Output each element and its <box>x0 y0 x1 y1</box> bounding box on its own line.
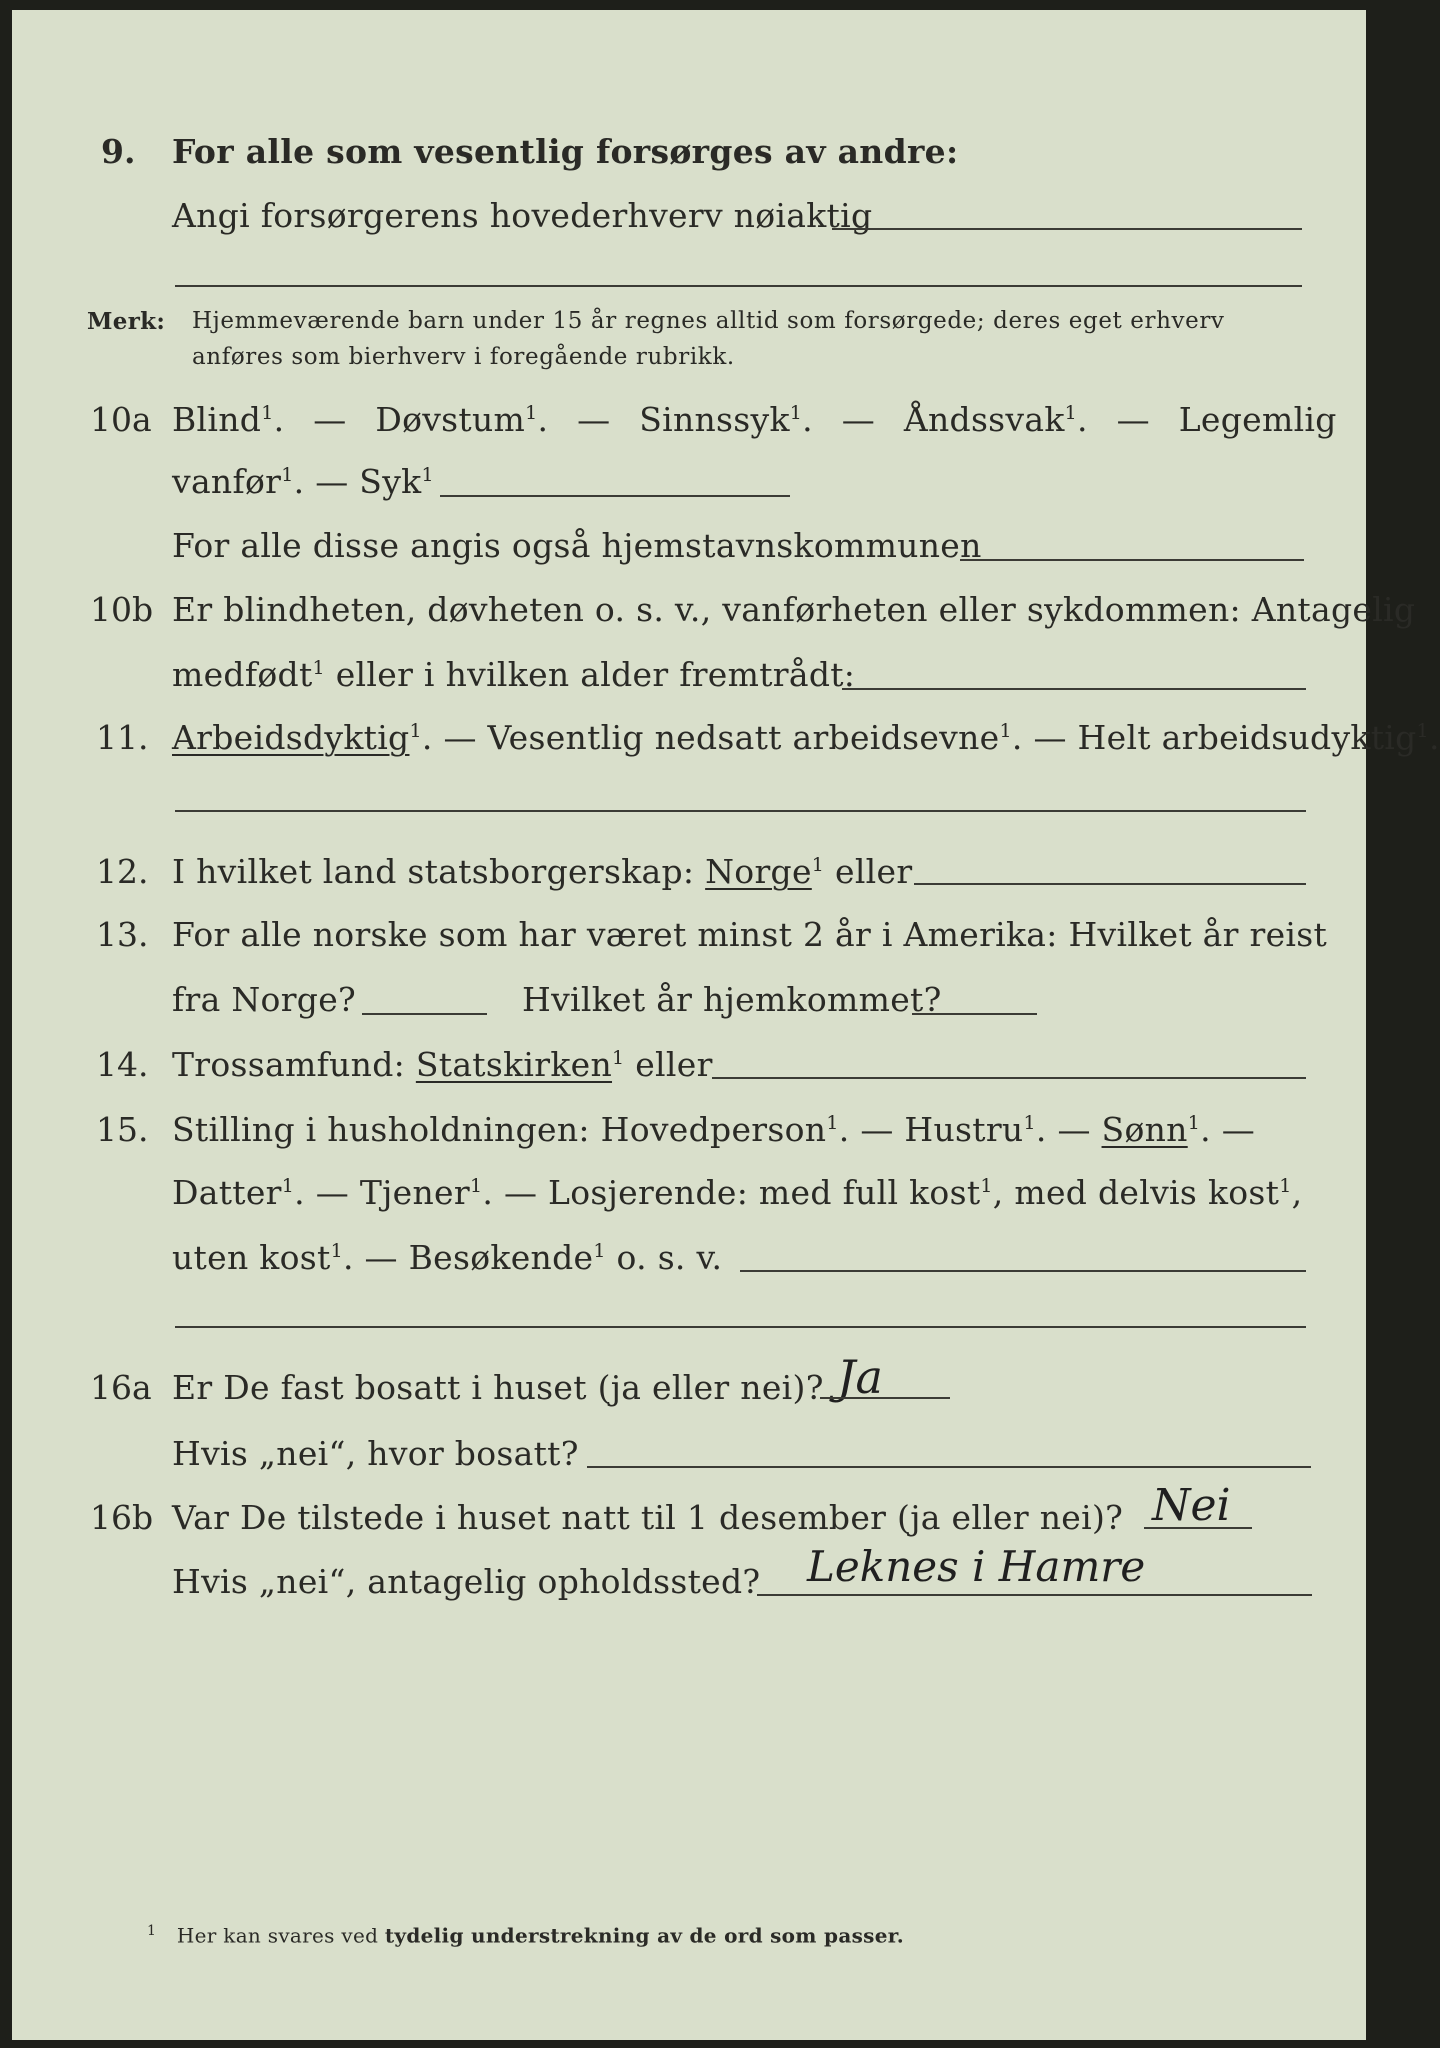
q13-number: 13. <box>96 915 149 954</box>
q10a-answer-line[interactable] <box>440 495 790 497</box>
q14-line: Trossamfund: Statskirken$^1$ eller <box>172 1045 713 1084</box>
option-delvis-kost[interactable]: med delvis kost <box>1014 1173 1280 1212</box>
q13-fra-norge: fra Norge? <box>172 980 357 1019</box>
q9-answer-line[interactable] <box>832 228 1302 230</box>
option-legemlig[interactable]: Legemlig <box>1178 400 1337 439</box>
option-besokende[interactable]: Besøkende <box>408 1238 594 1277</box>
q12-answer-line[interactable] <box>914 883 1306 885</box>
q12-number: 12. <box>96 852 149 891</box>
option-arbeidsdyktig[interactable]: Arbeidsdyktig <box>172 718 410 757</box>
q10b-line-2: medfødt$^1$ eller i hvilken alder fremtrådt: <box>172 655 856 694</box>
q16a-bosatt-line[interactable] <box>587 1466 1311 1468</box>
q9-line: Angi forsørgerens hovederhverv nøiaktig <box>172 196 873 235</box>
q10a-hjemstavn-line[interactable] <box>960 559 1304 561</box>
merk-line-2: anføres som bierhverv i foregående rubrikk. <box>192 344 735 370</box>
option-andssvak[interactable]: Åndssvak <box>903 400 1065 439</box>
option-full-kost[interactable]: Losjerende: med full kost <box>548 1173 981 1212</box>
q9-answer-line-2[interactable] <box>175 285 1302 287</box>
q10a-number: 10a <box>90 400 152 439</box>
q16b-answer-line[interactable] <box>1144 1527 1252 1529</box>
q16b-opholdssted-line[interactable] <box>757 1594 1312 1596</box>
q13-hjemkommet: Hvilket år hjemkommet? <box>522 980 942 1019</box>
q9-number: 9. <box>101 132 136 171</box>
option-nedsatt[interactable]: Vesentlig nedsatt arbeidsevne <box>487 718 1000 757</box>
option-blind[interactable]: Blind <box>172 400 262 439</box>
option-hustru[interactable]: Hustru <box>904 1110 1024 1149</box>
q10a-options-line: Blind$^1$. — Døvstum$^1$. — Sinnssyk$^1$. — Åndssvak$^1$. — Legemlig <box>172 400 1337 439</box>
q10b-answer-line[interactable] <box>842 688 1306 690</box>
q9-title: For alle som vesentlig forsørges av andre: <box>172 132 959 171</box>
option-vanfor[interactable]: vanfør <box>172 462 282 501</box>
q15-number: 15. <box>96 1110 149 1149</box>
option-tjener[interactable]: Tjener <box>359 1173 470 1212</box>
q16b-question: Var De tilstede i huset natt til 1 desember (ja eller nei)? <box>172 1498 1124 1537</box>
q10a-line-3: For alle disse angis også hjemstavnskommunen <box>172 526 982 565</box>
q11-number: 11. <box>96 718 149 757</box>
q13-line-1: For alle norske som har været minst 2 år i Amerika: Hvilket år reist <box>172 915 1328 954</box>
footnote-mark: 1 <box>147 1923 157 1939</box>
q16b-line-2: Hvis „nei“, antagelig opholdssted? <box>172 1562 761 1601</box>
option-norge[interactable]: Norge <box>705 852 812 891</box>
q16a-line-2: Hvis „nei“, hvor bosatt? <box>172 1434 579 1473</box>
option-udyktig[interactable]: Helt arbeidsudyktig <box>1077 718 1417 757</box>
q16b-answer: Nei <box>1152 1480 1231 1531</box>
q10a-line-2: vanfør$^1$. — Syk$^1$ <box>172 462 434 501</box>
option-sonn[interactable]: Sønn <box>1101 1110 1188 1149</box>
q10b-number: 10b <box>90 590 154 629</box>
option-uten-kost[interactable]: uten kost <box>172 1238 331 1277</box>
q13-fra-line[interactable] <box>362 1013 487 1015</box>
q10b-line-1: Er blindheten, døvheten o. s. v., vanførheten eller sykdommen: Antagelig <box>172 590 1416 629</box>
q16a-number: 16a <box>90 1368 152 1407</box>
q16b-opholdssted-answer: Leknes i Hamre <box>807 1542 1146 1591</box>
q15-line-1: Stilling i husholdningen: Hovedperson$^1$. — Hustru$^1$. — Sønn$^1$. — <box>172 1110 1255 1149</box>
q11-options: Arbeidsdyktig$^1$. — Vesentlig nedsatt arbeidsevne$^1$. — Helt arbeidsudyktig$^1$. <box>172 718 1440 757</box>
q12-line: I hvilket land statsborgerskap: Norge$^1$ eller <box>172 852 913 891</box>
option-syk[interactable]: Syk <box>359 462 422 501</box>
q16a-question: Er De fast bosatt i huset (ja eller nei)? <box>172 1368 824 1407</box>
q16a-answer-line[interactable] <box>820 1397 950 1399</box>
option-dovstum[interactable]: Døvstum <box>375 400 526 439</box>
q15-answer-line[interactable] <box>740 1270 1306 1272</box>
option-hovedperson[interactable]: Stilling i husholdningen: Hovedperson <box>172 1110 827 1149</box>
q15-answer-line-2[interactable] <box>175 1326 1306 1328</box>
q14-answer-line[interactable] <box>712 1077 1306 1079</box>
q13-hjem-line[interactable] <box>912 1013 1037 1015</box>
option-medfodt[interactable]: medfødt <box>172 655 313 694</box>
option-statskirken[interactable]: Statskirken <box>415 1045 613 1084</box>
q16a-answer: Ja <box>837 1350 883 1404</box>
q15-line-2: Datter$^1$. — Tjener$^1$. — Losjerende: med full kost$^1$, med delvis kost$^1$, <box>172 1173 1303 1212</box>
q11-answer-line[interactable] <box>175 810 1306 812</box>
q16b-number: 16b <box>90 1498 154 1537</box>
census-form-page <box>12 10 1440 2040</box>
option-datter[interactable]: Datter <box>172 1173 282 1212</box>
merk-label: Merk: <box>87 308 166 335</box>
merk-line-1: Hjemmeværende barn under 15 år regnes alltid som forsørgede; deres eget erhverv <box>192 308 1225 334</box>
q15-line-3: uten kost$^1$. — Besøkende$^1$ o. s. v. <box>172 1238 723 1277</box>
q14-number: 14. <box>96 1045 149 1084</box>
footnote: $^1$ Her kan svares ved tydelig understrekning av de ord som passer. <box>147 1923 904 1948</box>
option-sinnssyk[interactable]: Sinnssyk <box>639 400 790 439</box>
